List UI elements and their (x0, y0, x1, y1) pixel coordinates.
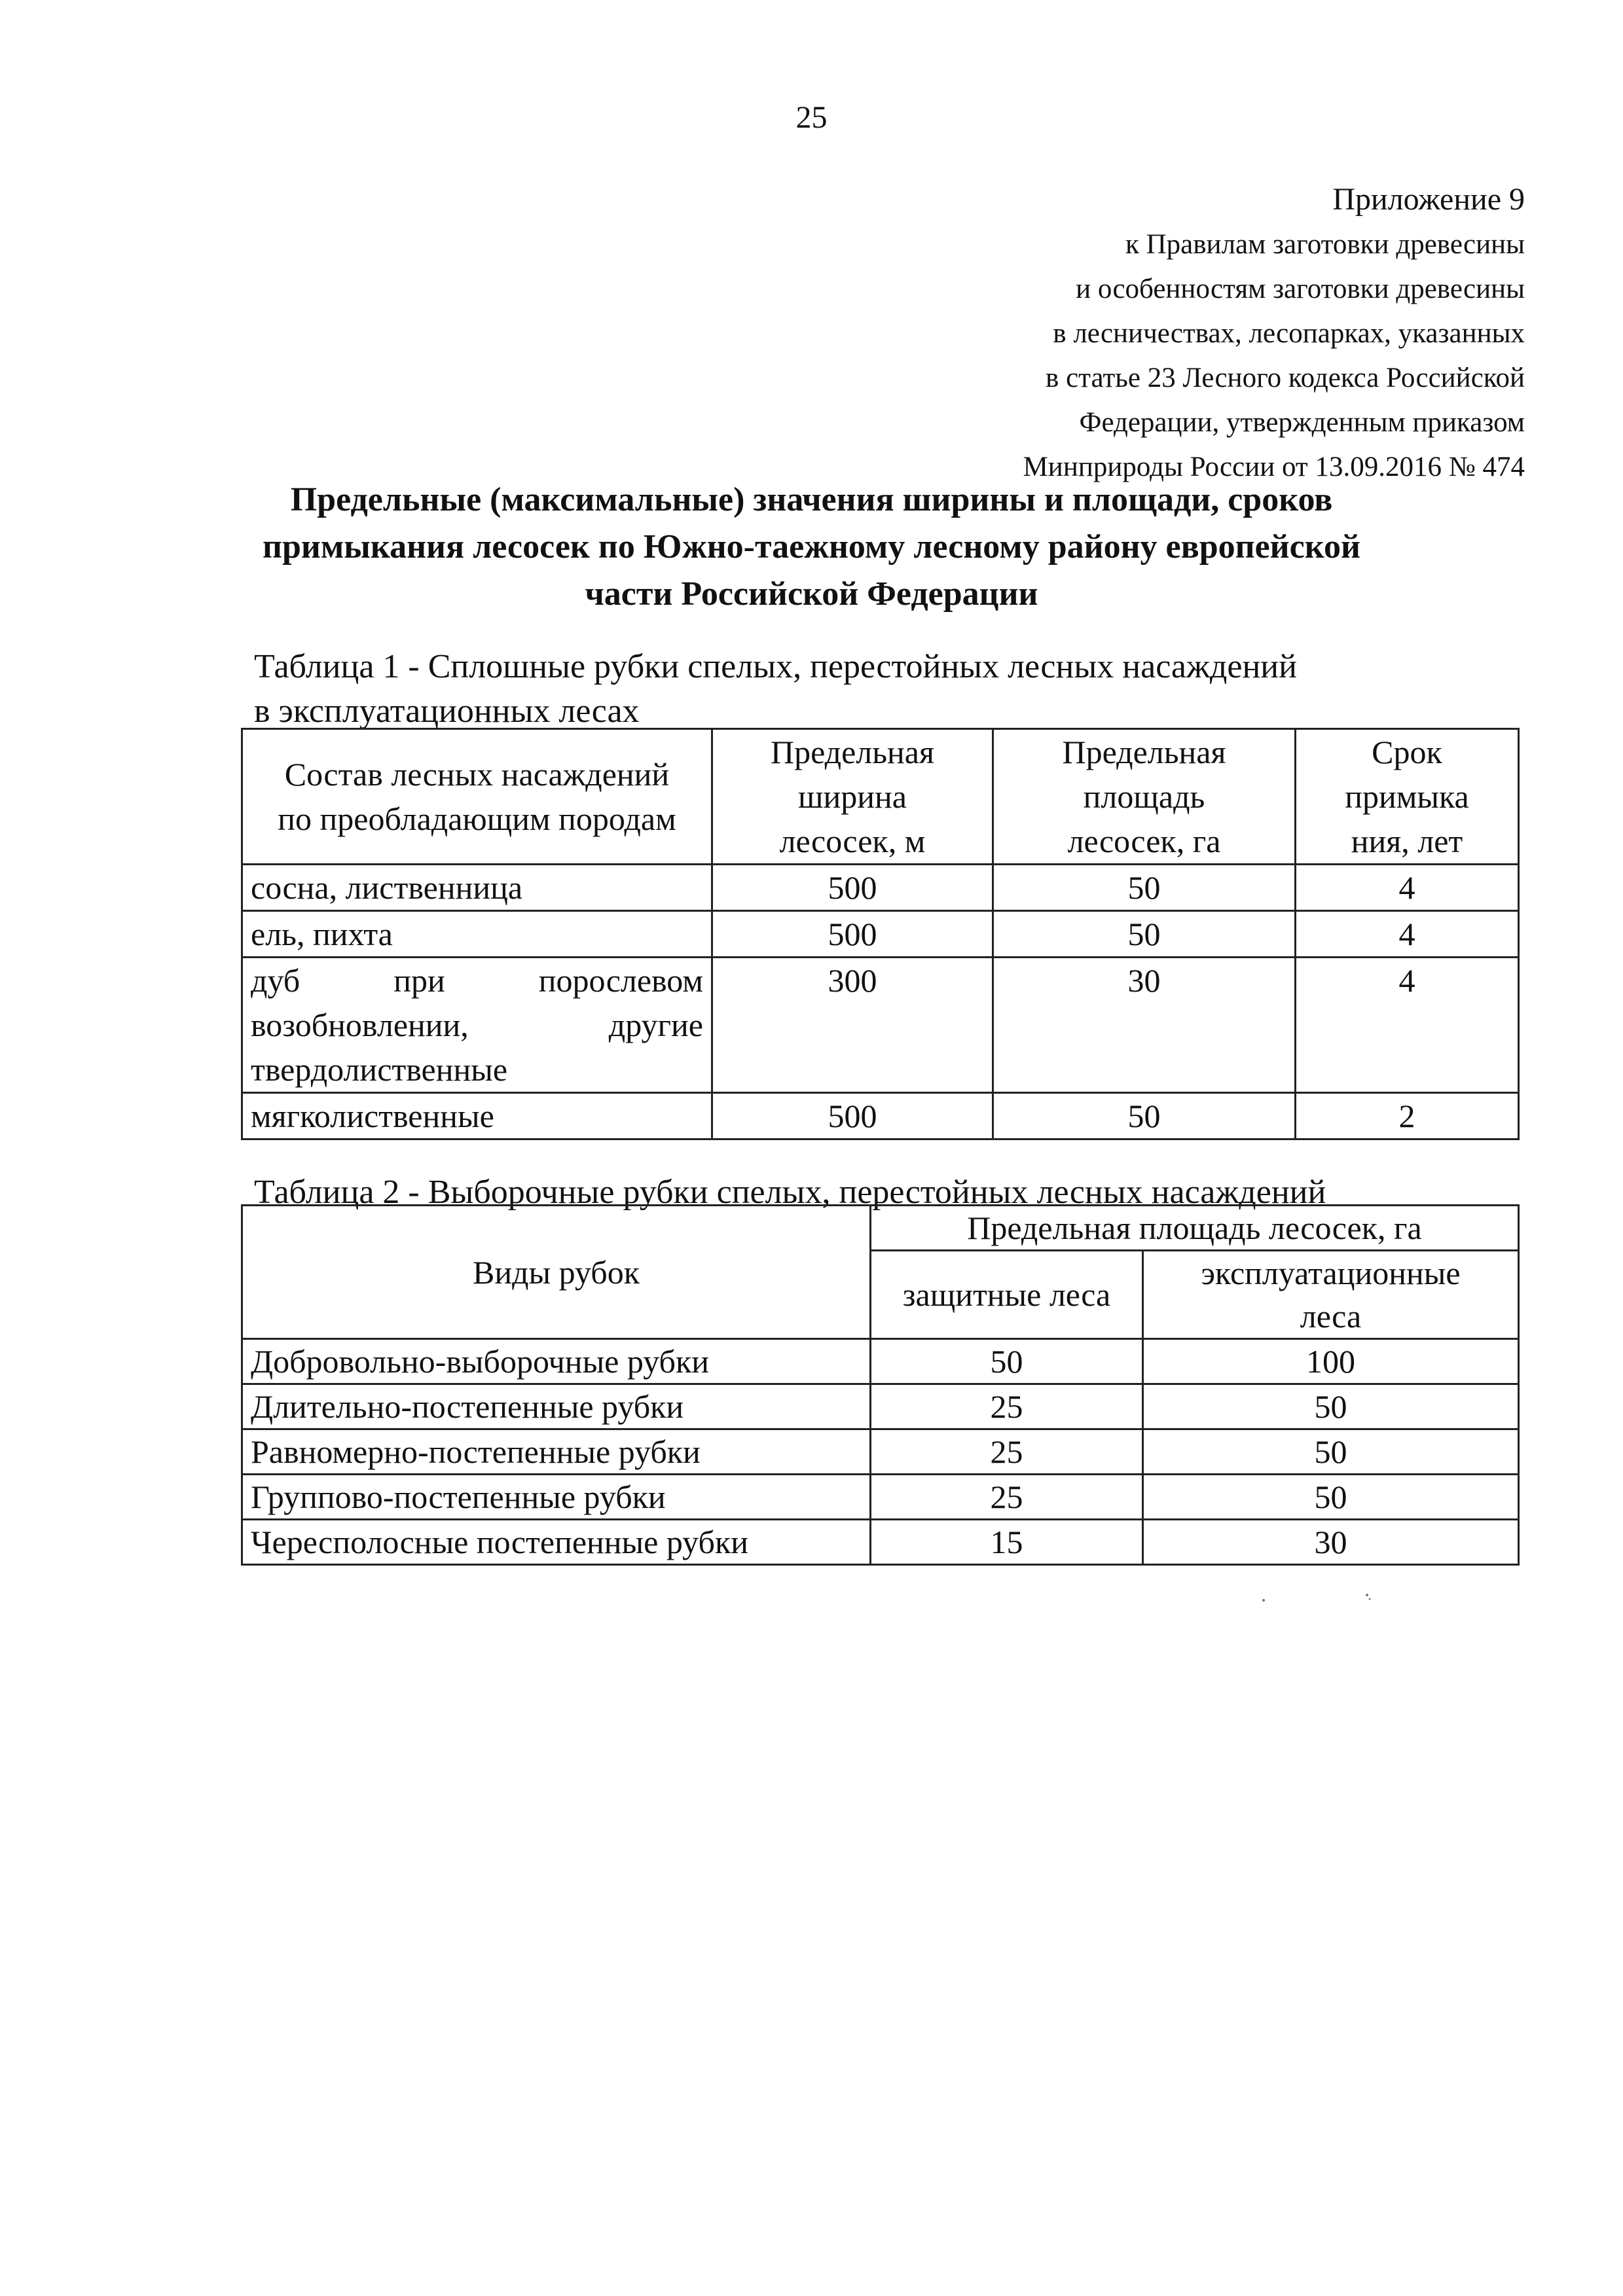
header-area (993, 729, 1296, 865)
cell-composition: сосна, лиственница (242, 865, 712, 911)
cell-protective: 50 (871, 1339, 1143, 1384)
header-line: лесосек, м (779, 823, 926, 859)
appendix-note (608, 177, 1525, 490)
cell-cutting-type: Длительно-постепенные рубки (242, 1384, 871, 1429)
cell-width: 500 (712, 911, 993, 958)
cell-operational: 30 (1143, 1520, 1519, 1565)
cell-width: 500 (712, 865, 993, 911)
table-row (242, 958, 1519, 1093)
header-operational-forests (1143, 1251, 1519, 1339)
title-line: части Российской Федерации (585, 575, 1038, 613)
cell-operational: 50 (1143, 1475, 1519, 1520)
appendix-line: к Правилам заготовки древесины (1125, 229, 1525, 260)
cell-term: 2 (1296, 1093, 1519, 1139)
cell-area: 30 (993, 958, 1296, 1093)
header-composition (242, 729, 712, 865)
table2-caption: Таблица 2 - Выборочные рубки спелых, перестойных лесных насаждений (254, 1174, 1326, 1211)
cell-protective: 25 (871, 1475, 1143, 1520)
cell-width: 300 (712, 958, 993, 1093)
table-row (242, 1429, 1519, 1475)
header-line: леса (1300, 1298, 1362, 1335)
appendix-line: и особенностям заготовки древесины (1076, 274, 1525, 304)
header-max-area: Предельная площадь лесосек, га (871, 1206, 1519, 1251)
cell-line: дуб при порослевом (251, 962, 703, 999)
appendix-line: Федерации, утвержденным приказом (1079, 407, 1525, 438)
cell-operational: 100 (1143, 1339, 1519, 1384)
header-line: Состав лесных насаждений (284, 756, 670, 793)
cell-composition: мягколиственные (242, 1093, 712, 1139)
table1-caption (254, 645, 1297, 734)
table-row (242, 911, 1519, 958)
appendix-line: в лесничествах, лесопарках, указанных (1053, 318, 1525, 349)
cell-line: возобновлении, другие (251, 1007, 703, 1043)
table-row (242, 1475, 1519, 1520)
table1-header-row (242, 729, 1519, 865)
header-width (712, 729, 993, 865)
header-line: примыка (1345, 778, 1469, 815)
caption-line: Таблица 1 - Сплошные рубки спелых, перестойных лесных насаждений (254, 648, 1297, 685)
appendix-line: в статье 23 Лесного кодекса Российской (1046, 363, 1525, 393)
cell-area: 50 (993, 865, 1296, 911)
cell-protective: 15 (871, 1520, 1143, 1565)
cell-cutting-type: Чересполосные постепенные рубки (242, 1520, 871, 1565)
table-row (242, 865, 1519, 911)
cell-cutting-type: Равномерно-постепенные рубки (242, 1429, 871, 1475)
header-line: Предельная (1062, 734, 1226, 770)
cell-term: 4 (1296, 911, 1519, 958)
appendix-line: Приложение 9 (1332, 182, 1525, 217)
header-line: Срок (1372, 734, 1442, 770)
header-line: ния, лет (1351, 823, 1463, 859)
table2-selective-cutting (241, 1204, 1520, 1566)
cell-composition: ель, пихта (242, 911, 712, 958)
header-line: по преобладающим породам (278, 800, 676, 837)
table2-header-row (242, 1206, 1519, 1251)
page-number: 25 (795, 100, 828, 135)
cell-protective: 25 (871, 1384, 1143, 1429)
cell-cutting-type: Добровольно-выборочные рубки (242, 1339, 871, 1384)
caption-line: в эксплуатационных лесах (254, 692, 640, 730)
cell-operational: 50 (1143, 1429, 1519, 1475)
cell-operational: 50 (1143, 1384, 1519, 1429)
header-line: площадь (1083, 778, 1205, 815)
scan-specks (1257, 1587, 1388, 1617)
header-line: лесосек, га (1067, 823, 1221, 859)
table-row (242, 1093, 1519, 1139)
table-row (242, 1520, 1519, 1565)
cell-protective: 25 (871, 1429, 1143, 1475)
title-line: примыкания лесосек по Южно-таежному лесному району европейской (263, 528, 1360, 565)
scan-specks-graphic (1257, 1587, 1388, 1613)
table1-clear-cutting (241, 728, 1520, 1140)
table-row (242, 1339, 1519, 1384)
appendix-line: Минприроды России от 13.09.2016 № 474 (1023, 452, 1525, 482)
cell-composition (242, 958, 712, 1093)
header-line: Предельная (771, 734, 934, 770)
cell-cutting-type: Группово-постепенные рубки (242, 1475, 871, 1520)
header-term (1296, 729, 1519, 865)
header-line: ширина (798, 778, 907, 815)
cell-area: 50 (993, 911, 1296, 958)
header-line: эксплуатационные (1201, 1255, 1461, 1291)
cell-area: 50 (993, 1093, 1296, 1139)
cell-line: твердолиственные (251, 1051, 508, 1088)
cell-term: 4 (1296, 958, 1519, 1093)
header-protective-forests: защитные леса (871, 1251, 1143, 1339)
title-line: Предельные (максимальные) значения ширины и площади, сроков (290, 481, 1333, 518)
cell-width: 500 (712, 1093, 993, 1139)
document-title (0, 476, 1623, 618)
header-cutting-type: Виды рубок (242, 1206, 871, 1339)
table-row (242, 1384, 1519, 1429)
cell-term: 4 (1296, 865, 1519, 911)
